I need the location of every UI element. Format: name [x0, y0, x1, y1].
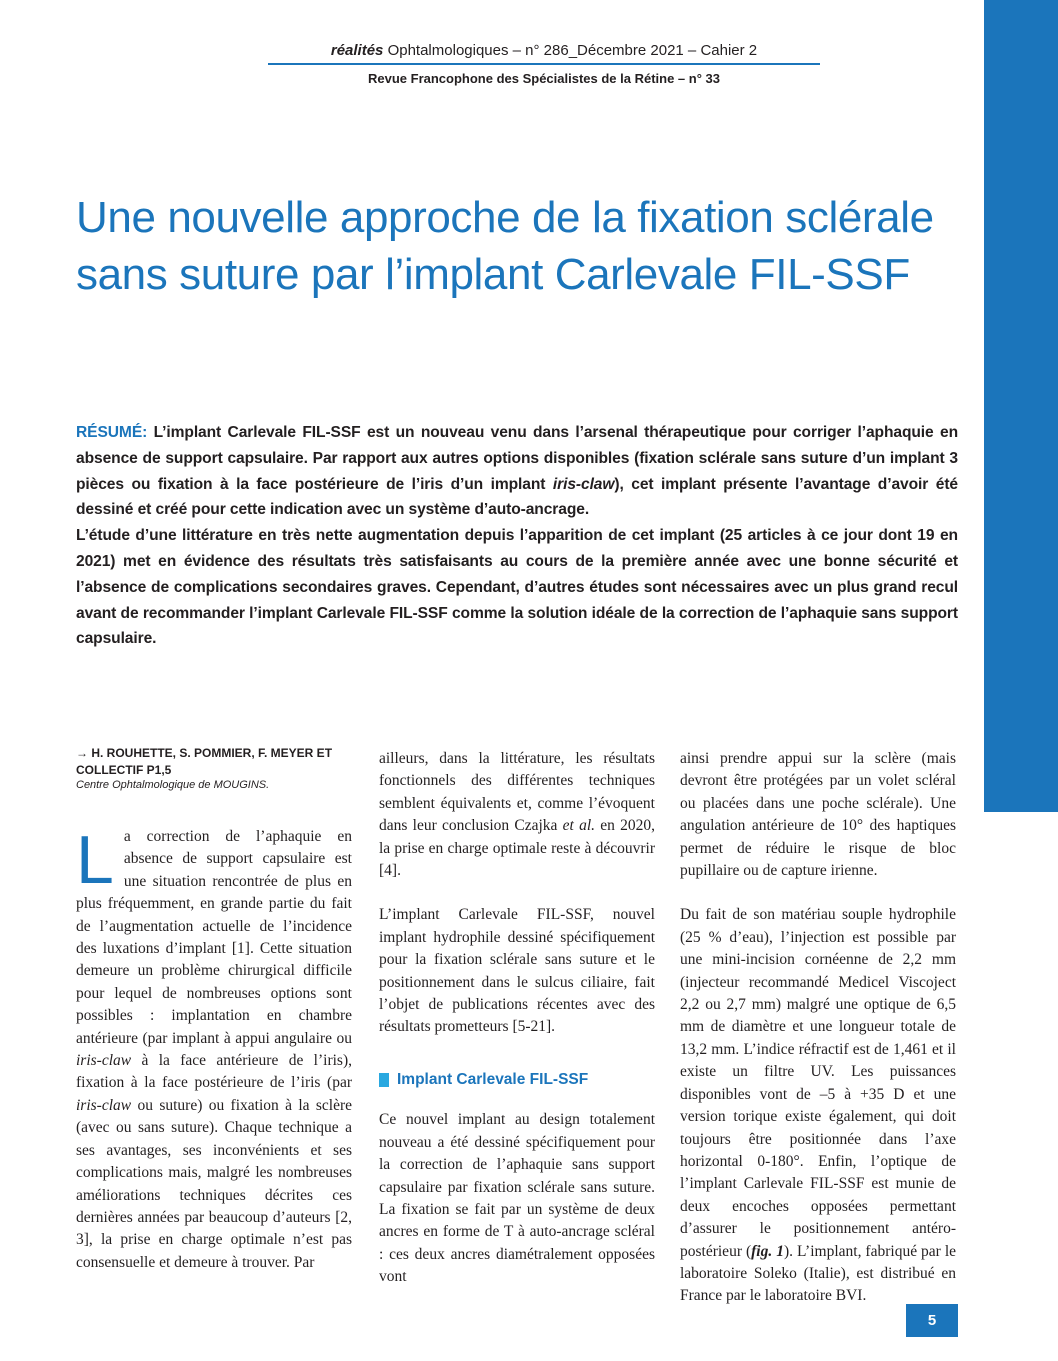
body-emphasis: et al. — [562, 817, 596, 835]
page-number: 5 — [906, 1304, 958, 1337]
abstract-text: L’implant Carlevale FIL-SSF est un nouveau venu dans l’arsenal thérapeutique pour corriger l’aphaquie en absence de support capsulaire. Par rapport aux autres options disponibles (fixation sclérale sans suture d’un implant 3 pièces ou fixation à la face postérieure de l’iris d’un implant — [76, 424, 958, 493]
intro-paragraph — [76, 822, 352, 1274]
body-text: à la face antérieure de l’iris), fixation à la face postérieure de l’iris (par — [76, 1052, 352, 1092]
body-text: ailleurs, dans la littérature, les résultats fonctionnels des différentes techniques semblent équivalents et, comme l’évoquent dans leur conclusion Czajka — [379, 750, 655, 835]
body-emphasis: iris-claw — [76, 1052, 132, 1070]
journal-subtitle: Revue Francophone des Spécialistes de la Rétine – n° 33 — [368, 71, 720, 86]
body-emphasis: iris-claw — [76, 1096, 132, 1114]
figure-reference: fig. 1 — [751, 1242, 784, 1260]
abstract-label: RÉSUMÉ: — [76, 424, 148, 441]
column-3 — [680, 748, 956, 1308]
body-text: Du fait de son matériau souple hydrophile (25 % d’eau), l’injection est possible par une mini-incision cornéenne de 2,2 mm (injecteur recommandé Medicel Viscoject 2,2 ou 2,7 mm) malgré une optique de 6,5 mm de diamètre et une longueur totale de 13,2 mm. L’indice réfractif est de 1,461 et il existe un filtre UV. Les puissances disponibles vont de –5 à +35 D et une version torique existe également, qui doit toujours être positionnée dans l’axe horizontal 0-180°. Enfin, l’optique de l’implant Carlevale FIL-SSF est munie de deux encoches opposées permettant d’assurer le positionnement antéro-postérieur ( — [680, 906, 956, 1260]
section-heading — [379, 1069, 655, 1091]
abstract-paragraph-1 — [76, 420, 958, 523]
body-text: ). L’implant, fabriqué par le laboratoire Soleko (Italie), est distribué en France par le laboratoire BVI. — [680, 1242, 957, 1305]
paragraph-gap — [379, 882, 655, 904]
paragraph-gap — [379, 1039, 655, 1061]
abstract-paragraph-2: L’étude d’une littérature en très nette augmentation depuis l’apparition de cet implant (25 articles à ce jour dont 19 en 2021) met en évidence des résultats très satisfaisants au cours de la première année avec une bonne sécurité et l’absence de complications secondaires graves. Cependant, d’autres études sont nécessaires avec un plus grand recul avant de recommander l’implant Carlevale FIL-SSF comme la solution idéale de la correction de l’aphaquie sans support capsulaire. — [76, 527, 958, 648]
journal-issue: Ophtalmologiques – n° 286_Décembre 2021 – Cahier 2 — [383, 42, 758, 59]
author-affiliation: Centre Ophtalmologique de MOUGINS. — [76, 779, 270, 791]
author-list: → H. ROUHETTE, S. POMMIER, F. MEYER ET COLLECTIF P1,5 — [76, 746, 333, 777]
abstract-emphasis: iris-claw — [552, 475, 615, 493]
body-paragraph: Ce nouvel implant au design totalement nouveau a été dessiné spécifiquement pour la correction de l’aphaquie sans support capsulaire par fixation sclérale sans suture. La fixation se fait par un système de deux ancres en forme de T à auto-ancrage scléral : ces deux ancres diamétralement opposées vont — [379, 1111, 655, 1286]
body-paragraph: L’implant Carlevale FIL-SSF, nouvel implant hydrophile dessiné spécifiquement pour la fixation sclérale sans suture et le positionnement dans le sulcus ciliaire, fait l’objet de publications récentes avec des résultats prometteurs [5-21]. — [379, 906, 655, 1036]
abstract — [76, 420, 958, 652]
journal-masthead — [268, 42, 820, 60]
body-paragraph — [680, 904, 956, 1307]
paragraph-gap — [680, 882, 956, 904]
body-text: en 2020, la prise en charge optimale reste à découvrir [4]. — [379, 817, 655, 880]
journal-brand: réalités — [330, 42, 384, 59]
article-title: Une nouvelle approche de la fixation sclérale sans suture par l’implant Carlevale FIL-SSF — [76, 193, 934, 299]
body-paragraph: ainsi prendre appui sur la sclère (mais devront être protégées par un volet scléral ou placées dans une poche sclérale). Une angulation antérieure de 10° des haptiques permet de réduire le risque de bloc pupillaire ou de capture irienne. — [680, 750, 956, 880]
section-marker-icon — [379, 1073, 389, 1087]
body-text: a correction de l’aphaquie en absence de support capsulaire est une situation rencontrée de plus en plus fréquemment, en grande partie du fait de l’augmentation actuelle de l’incidence des luxations d’implant [1]. Cette situation demeure un problème chirurgical difficile pour lequel de nombreuses options sont possibles : implantation en chambre antérieure (par implant à appui angulaire ou — [76, 828, 352, 1047]
body-paragraph — [379, 748, 655, 882]
body-text: ou suture) ou fixation à la sclère (avec ou sans suture). Chaque technique a ses avantages, ses inconvénients et ses complications mais, malgré les nombreuses améliorations techniques décrites ces dernières années par beaucoup d’auteurs [2, 3], la prise en charge optimale n’est pas consensuelle et demeure à trouver. Par — [76, 1096, 352, 1271]
column-2 — [379, 748, 655, 1289]
side-color-bar — [984, 0, 1058, 812]
masthead-rule — [268, 63, 820, 65]
abstract-text: ), cet implant présente l’avantage d’avoir été dessiné et créé pour cette indication avec un système d’auto-ancrage. — [76, 475, 958, 519]
section-heading-text: Implant Carlevale FIL-SSF — [397, 1070, 589, 1088]
drop-cap: L — [76, 822, 114, 898]
column-1 — [76, 745, 352, 1274]
